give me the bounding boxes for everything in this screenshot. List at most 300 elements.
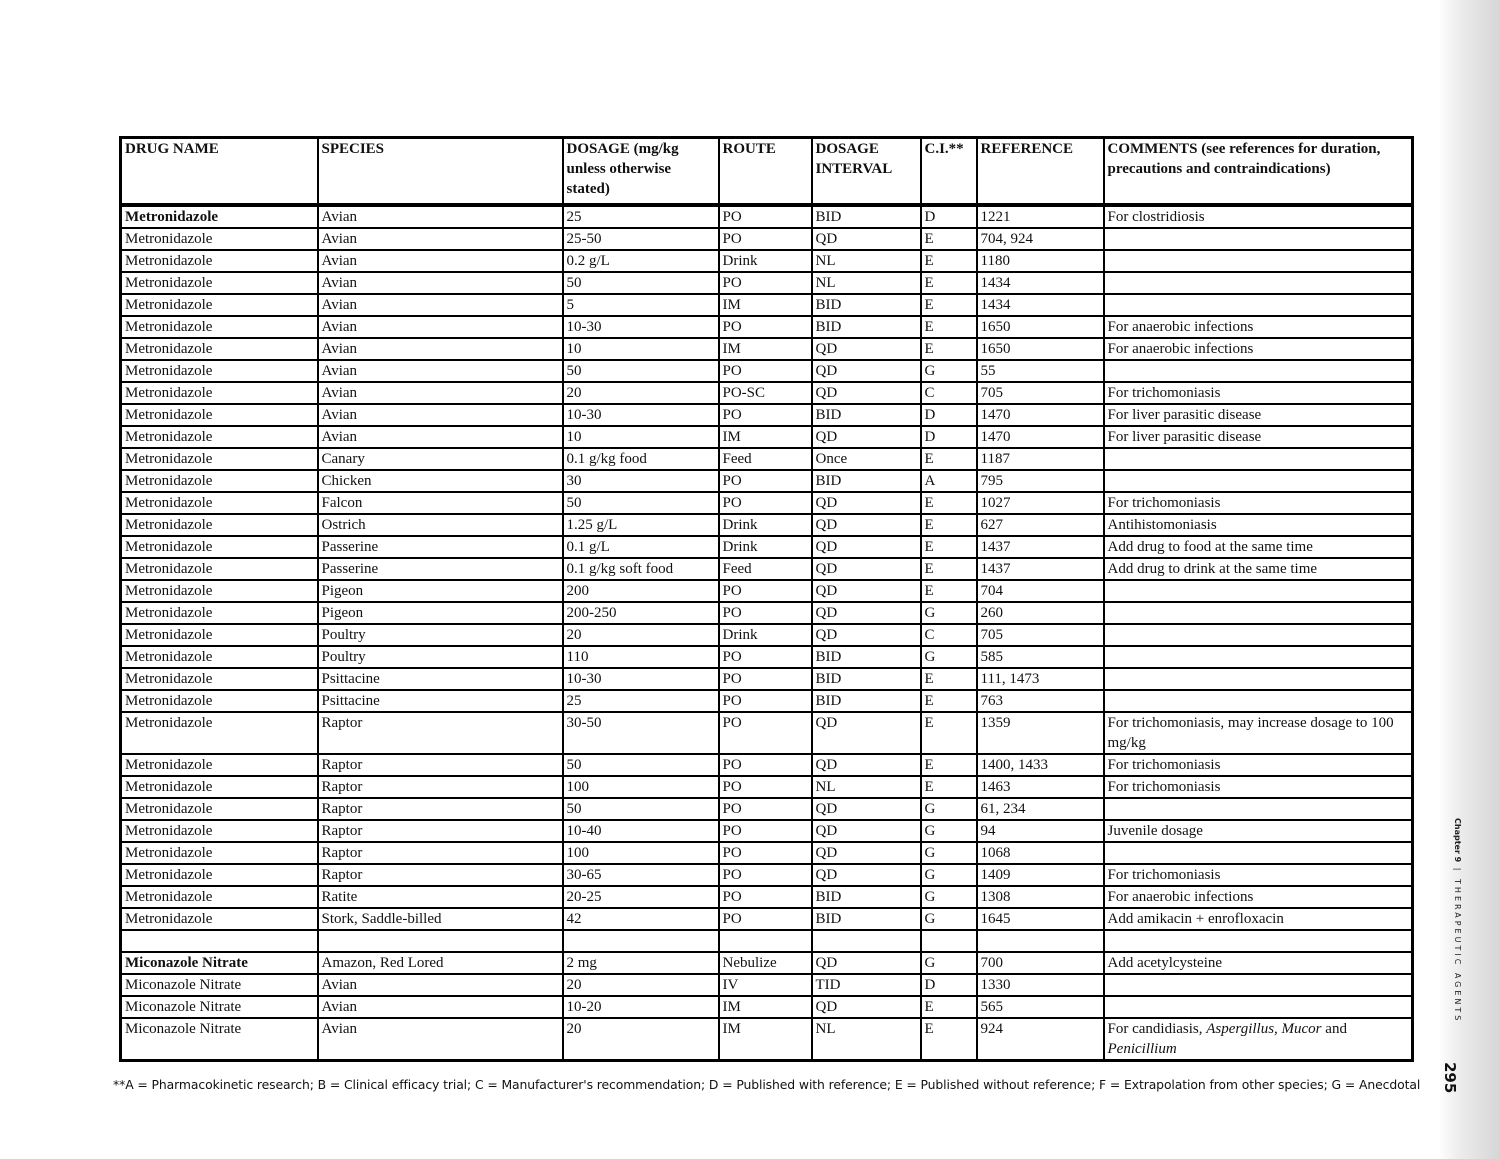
table-cell: 763 (977, 690, 1104, 712)
table-cell: 0.1 g/kg food (563, 448, 719, 470)
table-cell: QD (812, 798, 921, 820)
table-cell: 50 (563, 360, 719, 382)
table-cell: BID (812, 646, 921, 668)
table-row (121, 712, 1413, 754)
comment-text: and (1321, 1020, 1347, 1037)
organism-name: Aspergillus, Mucor (1206, 1020, 1322, 1037)
table-row (121, 974, 1413, 996)
table-cell: G (921, 952, 977, 974)
table-cell: 110 (563, 646, 719, 668)
table-cell: Metronidazole (121, 205, 318, 228)
table-cell: Stork, Saddle-billed (318, 908, 563, 930)
table-cell: 565 (977, 996, 1104, 1018)
table-cell: Metronidazole (121, 228, 318, 250)
table-cell: Avian (318, 338, 563, 360)
table-cell (1104, 580, 1413, 602)
table-cell: Avian (318, 294, 563, 316)
table-cell: 1437 (977, 536, 1104, 558)
table-cell: D (921, 426, 977, 448)
table-cell: 50 (563, 272, 719, 294)
table-cell: QD (812, 382, 921, 404)
table-cell: Drink (719, 250, 812, 272)
table-row (121, 294, 1413, 316)
table-cell: BID (812, 404, 921, 426)
table-cell: QD (812, 952, 921, 974)
table-cell: PO (719, 712, 812, 754)
table-row (121, 908, 1413, 930)
table-cell: Metronidazole (121, 272, 318, 294)
table-row (121, 798, 1413, 820)
table-cell: Metronidazole (121, 624, 318, 646)
column-header: C.I.** (921, 138, 977, 206)
table-cell: 50 (563, 492, 719, 514)
table-cell: BID (812, 205, 921, 228)
table-cell: Metronidazole (121, 294, 318, 316)
table-row (121, 272, 1413, 294)
table-cell: PO (719, 470, 812, 492)
table-row (121, 338, 1413, 360)
table-cell: QD (812, 536, 921, 558)
chapter-side-label (1453, 818, 1462, 1023)
table-cell: Add acetylcysteine (1104, 952, 1413, 974)
table-cell: Passerine (318, 558, 563, 580)
table-cell: Metronidazole (121, 404, 318, 426)
table-cell: Raptor (318, 798, 563, 820)
table-cell: Metronidazole (121, 602, 318, 624)
table-cell: 30-65 (563, 864, 719, 886)
table-cell: PO (719, 668, 812, 690)
table-cell: Miconazole Nitrate (121, 952, 318, 974)
table-cell: PO (719, 864, 812, 886)
table-cell: IM (719, 338, 812, 360)
table-cell: 1409 (977, 864, 1104, 886)
table-cell: Ostrich (318, 514, 563, 536)
table-cell: PO (719, 690, 812, 712)
table-cell: NL (812, 250, 921, 272)
table-cell: QD (812, 624, 921, 646)
table-cell: 100 (563, 776, 719, 798)
table-cell: 10-20 (563, 996, 719, 1018)
table-cell: Raptor (318, 754, 563, 776)
table-cell (977, 930, 1104, 952)
table-cell (1104, 624, 1413, 646)
table-cell: Metronidazole (121, 690, 318, 712)
table-cell: Drink (719, 514, 812, 536)
table-cell (1104, 668, 1413, 690)
table-cell: 55 (977, 360, 1104, 382)
table-cell: 1027 (977, 492, 1104, 514)
table-cell: 0.2 g/L (563, 250, 719, 272)
table-cell: Metronidazole (121, 798, 318, 820)
table-cell: PO (719, 228, 812, 250)
table-cell: 1650 (977, 316, 1104, 338)
table-cell: E (921, 448, 977, 470)
table-cell: 1645 (977, 908, 1104, 930)
table-cell: Avian (318, 426, 563, 448)
table-row (121, 492, 1413, 514)
table-cell: 0.1 g/L (563, 536, 719, 558)
table-cell: 705 (977, 382, 1104, 404)
table-cell: 0.1 g/kg soft food (563, 558, 719, 580)
table-cell: C (921, 382, 977, 404)
table-cell: Avian (318, 360, 563, 382)
table-cell: E (921, 690, 977, 712)
table-row (121, 426, 1413, 448)
table-cell: QD (812, 580, 921, 602)
table-cell (921, 930, 977, 952)
table-cell: PO (719, 205, 812, 228)
table-row (121, 820, 1413, 842)
table-cell: 1400, 1433 (977, 754, 1104, 776)
table-cell: 20 (563, 974, 719, 996)
table-cell: 627 (977, 514, 1104, 536)
table-cell: 1.25 g/L (563, 514, 719, 536)
table-cell: Metronidazole (121, 316, 318, 338)
table-cell: For anaerobic infections (1104, 338, 1413, 360)
table-cell: BID (812, 668, 921, 690)
table-row (121, 930, 1413, 952)
table-cell: Pigeon (318, 602, 563, 624)
table-cell (1104, 996, 1413, 1018)
table-cell: PO (719, 272, 812, 294)
table-cell: Poultry (318, 646, 563, 668)
chapter-separator: | (1453, 867, 1462, 874)
table-cell: QD (812, 360, 921, 382)
table-cell: 704, 924 (977, 228, 1104, 250)
table-row (121, 602, 1413, 624)
table-row (121, 776, 1413, 798)
table-cell: E (921, 492, 977, 514)
table-cell: QD (812, 558, 921, 580)
table-cell: A (921, 470, 977, 492)
table-cell: Feed (719, 558, 812, 580)
table-row (121, 624, 1413, 646)
table-cell: NL (812, 272, 921, 294)
table-cell: Metronidazole (121, 470, 318, 492)
table-cell: Avian (318, 996, 563, 1018)
table-cell: Metronidazole (121, 908, 318, 930)
table-cell: Amazon, Red Lored (318, 952, 563, 974)
table-row (121, 360, 1413, 382)
table-cell: E (921, 536, 977, 558)
table-cell: IM (719, 996, 812, 1018)
table-cell: PO (719, 886, 812, 908)
table-cell: NL (812, 776, 921, 798)
table-cell: PO-SC (719, 382, 812, 404)
table-cell: Avian (318, 382, 563, 404)
table-cell: 200 (563, 580, 719, 602)
table-cell (1104, 930, 1413, 952)
table-cell: E (921, 712, 977, 754)
table-cell: 585 (977, 646, 1104, 668)
table-cell: 5 (563, 294, 719, 316)
table-cell: PO (719, 580, 812, 602)
table-cell: E (921, 338, 977, 360)
table-cell: Metronidazole (121, 536, 318, 558)
table-row (121, 448, 1413, 470)
table-header (121, 138, 1413, 206)
table-row (121, 886, 1413, 908)
table-cell: 705 (977, 624, 1104, 646)
table-cell: QD (812, 820, 921, 842)
table-cell: Metronidazole (121, 514, 318, 536)
table-cell: Canary (318, 448, 563, 470)
table-cell: QD (812, 996, 921, 1018)
table-cell: 94 (977, 820, 1104, 842)
table-row (121, 996, 1413, 1018)
table-cell: 1434 (977, 272, 1104, 294)
table-cell: 20 (563, 624, 719, 646)
table-cell: 100 (563, 842, 719, 864)
table-body (121, 205, 1413, 1060)
table-cell: 1068 (977, 842, 1104, 864)
table-cell: E (921, 754, 977, 776)
table-row (121, 316, 1413, 338)
table-cell: Raptor (318, 864, 563, 886)
table-cell: Avian (318, 228, 563, 250)
table-row (121, 952, 1413, 974)
table-cell (719, 930, 812, 952)
table-cell: PO (719, 754, 812, 776)
table-cell: 30 (563, 470, 719, 492)
table-cell: BID (812, 690, 921, 712)
table-cell: Miconazole Nitrate (121, 1018, 318, 1061)
column-header: DOSAGE INTERVAL (812, 138, 921, 206)
table-cell: Nebulize (719, 952, 812, 974)
table-cell (121, 930, 318, 952)
table-cell: PO (719, 820, 812, 842)
table-cell: 1180 (977, 250, 1104, 272)
table-cell: Passerine (318, 536, 563, 558)
table-cell: QD (812, 842, 921, 864)
table-cell: E (921, 316, 977, 338)
table-cell: E (921, 228, 977, 250)
header-row (121, 138, 1413, 206)
table-cell: 61, 234 (977, 798, 1104, 820)
table-cell: 10 (563, 426, 719, 448)
table-cell: E (921, 996, 977, 1018)
table-cell: IV (719, 974, 812, 996)
table-cell: Avian (318, 250, 563, 272)
footnote: **A = Pharmacokinetic research; B = Clinical efficacy trial; C = Manufacturer's recommendation; D = Published with reference; E = Published without reference; F = Extrapolation from other species; G = Anecdotal (113, 1077, 1421, 1092)
column-header: COMMENTS (see references for duration, precautions and contraindications) (1104, 138, 1413, 206)
table-cell: QD (812, 514, 921, 536)
table-cell (1104, 360, 1413, 382)
table-cell: 1650 (977, 338, 1104, 360)
table-cell: 1359 (977, 712, 1104, 754)
drug-dosage-table (119, 136, 1414, 1062)
table-cell: Ratite (318, 886, 563, 908)
table-cell: For trichomoniasis (1104, 754, 1413, 776)
table-cell: 924 (977, 1018, 1104, 1061)
table-cell: PO (719, 776, 812, 798)
table-cell: PO (719, 316, 812, 338)
table-cell: Metronidazole (121, 776, 318, 798)
table-cell: 1470 (977, 404, 1104, 426)
table-cell: 1330 (977, 974, 1104, 996)
table-cell: IM (719, 426, 812, 448)
table-cell: 704 (977, 580, 1104, 602)
table-cell: E (921, 580, 977, 602)
table-cell: Metronidazole (121, 426, 318, 448)
table-cell: BID (812, 316, 921, 338)
section-label: THERAPEUTIC AGENTS (1453, 879, 1462, 1024)
table-cell: Raptor (318, 776, 563, 798)
table-row (121, 404, 1413, 426)
table-cell: For liver parasitic disease (1104, 404, 1413, 426)
table-cell: PO (719, 798, 812, 820)
table-cell: 1187 (977, 448, 1104, 470)
table-cell: Avian (318, 404, 563, 426)
table-cell: PO (719, 602, 812, 624)
table-cell: For trichomoniasis (1104, 864, 1413, 886)
table-cell: Metronidazole (121, 382, 318, 404)
table-cell: QD (812, 228, 921, 250)
table-row (121, 470, 1413, 492)
table-row (121, 754, 1413, 776)
table-cell (1104, 272, 1413, 294)
table-cell: For trichomoniasis (1104, 776, 1413, 798)
table-cell: G (921, 360, 977, 382)
table-cell: Metronidazole (121, 864, 318, 886)
table-cell: Add amikacin + enrofloxacin (1104, 908, 1413, 930)
table-cell: 1437 (977, 558, 1104, 580)
table-cell: G (921, 602, 977, 624)
table-cell: D (921, 974, 977, 996)
table-cell: BID (812, 470, 921, 492)
table-cell: Avian (318, 1018, 563, 1061)
table-cell: 42 (563, 908, 719, 930)
table-cell: For trichomoniasis (1104, 492, 1413, 514)
table-cell: 30-50 (563, 712, 719, 754)
table-cell: Metronidazole (121, 580, 318, 602)
table-cell: E (921, 294, 977, 316)
table-cell: For liver parasitic disease (1104, 426, 1413, 448)
table-cell: 10-30 (563, 668, 719, 690)
table-cell (1104, 1018, 1413, 1061)
table-cell: E (921, 250, 977, 272)
table-cell: 20-25 (563, 886, 719, 908)
table-cell: Miconazole Nitrate (121, 974, 318, 996)
table-row (121, 382, 1413, 404)
table-cell (1104, 228, 1413, 250)
table-cell: 50 (563, 798, 719, 820)
table-cell: 10-40 (563, 820, 719, 842)
table-cell: PO (719, 492, 812, 514)
table-cell: Metronidazole (121, 668, 318, 690)
table-row (121, 1018, 1413, 1061)
table-cell: 1470 (977, 426, 1104, 448)
table-cell: Metronidazole (121, 338, 318, 360)
table-cell: C (921, 624, 977, 646)
table-cell: QD (812, 338, 921, 360)
table-cell: 2 mg (563, 952, 719, 974)
table-cell: BID (812, 908, 921, 930)
table-cell (1104, 974, 1413, 996)
table-row (121, 864, 1413, 886)
table-cell (1104, 646, 1413, 668)
table-cell: Feed (719, 448, 812, 470)
table-cell: 50 (563, 754, 719, 776)
table-cell: Metronidazole (121, 360, 318, 382)
table-cell: Metronidazole (121, 492, 318, 514)
table-cell: Raptor (318, 842, 563, 864)
table-cell: G (921, 908, 977, 930)
table-cell: Metronidazole (121, 646, 318, 668)
chapter-label: Chapter 9 (1453, 818, 1462, 863)
table-cell: G (921, 842, 977, 864)
table-cell: NL (812, 1018, 921, 1061)
table-cell: E (921, 272, 977, 294)
table-cell: Raptor (318, 820, 563, 842)
table-cell: Metronidazole (121, 842, 318, 864)
table-cell: Add drug to food at the same time (1104, 536, 1413, 558)
column-header: SPECIES (318, 138, 563, 206)
table-cell (812, 930, 921, 952)
page-edge-shadow (1438, 0, 1500, 1159)
table-cell: E (921, 776, 977, 798)
table-cell: Metronidazole (121, 448, 318, 470)
table-cell: PO (719, 404, 812, 426)
table-cell: PO (719, 646, 812, 668)
table-cell: TID (812, 974, 921, 996)
table-cell: 111, 1473 (977, 668, 1104, 690)
table-cell: Drink (719, 624, 812, 646)
table-cell: 260 (977, 602, 1104, 624)
column-header: DOSAGE (mg/kg unless otherwise stated) (563, 138, 719, 206)
table-cell: 25 (563, 205, 719, 228)
table-cell: D (921, 404, 977, 426)
table-cell: Drink (719, 536, 812, 558)
page-number: 295 (1441, 1062, 1459, 1094)
table-cell (1104, 690, 1413, 712)
table-cell: Once (812, 448, 921, 470)
table-cell: Raptor (318, 712, 563, 754)
table-cell: For anaerobic infections (1104, 316, 1413, 338)
table-cell (1104, 798, 1413, 820)
table-cell: Metronidazole (121, 558, 318, 580)
table-cell: For trichomoniasis, may increase dosage to 100 mg/kg (1104, 712, 1413, 754)
table-cell: Falcon (318, 492, 563, 514)
table-cell: For clostridiosis (1104, 205, 1413, 228)
table-cell: G (921, 646, 977, 668)
table-cell: Psittacine (318, 690, 563, 712)
table-cell (1104, 842, 1413, 864)
table-cell: G (921, 864, 977, 886)
table-cell: PO (719, 842, 812, 864)
table-cell: G (921, 798, 977, 820)
table-cell: Juvenile dosage (1104, 820, 1413, 842)
table-cell: IM (719, 1018, 812, 1061)
table-cell (318, 930, 563, 952)
table-row (121, 250, 1413, 272)
table-row (121, 646, 1413, 668)
table-cell: Avian (318, 974, 563, 996)
table-cell: E (921, 668, 977, 690)
table-cell (563, 930, 719, 952)
table-cell: G (921, 886, 977, 908)
table-cell: 795 (977, 470, 1104, 492)
table-cell: E (921, 558, 977, 580)
table-cell: QD (812, 426, 921, 448)
table-cell: 20 (563, 1018, 719, 1061)
table-row (121, 668, 1413, 690)
table-cell: Add drug to drink at the same time (1104, 558, 1413, 580)
table-cell: Antihistomoniasis (1104, 514, 1413, 536)
table-cell: 10-30 (563, 404, 719, 426)
table-cell: Poultry (318, 624, 563, 646)
table-cell: 10 (563, 338, 719, 360)
